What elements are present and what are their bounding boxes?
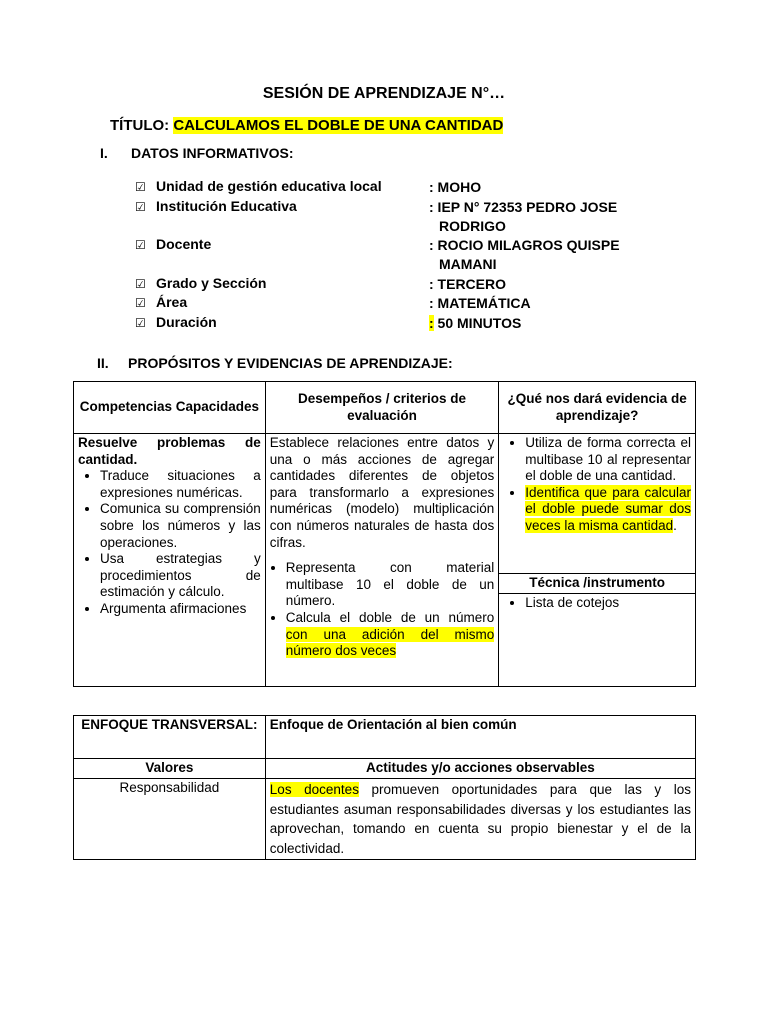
list-item: • Argumenta afirmaciones — [100, 601, 261, 618]
checkbox-checked-icon: ☑ — [135, 180, 146, 194]
table-row — [74, 434, 696, 574]
info-row-docente — [135, 236, 665, 275]
session-title: SESIÓN DE APRENDIZAJE N°… — [262, 85, 506, 102]
section-2-number: II. — [97, 355, 109, 371]
info-label: Docente — [156, 236, 212, 252]
list-item — [525, 485, 691, 535]
list-item: • Lista de cotejos — [525, 595, 691, 612]
checkbox-checked-icon: ☑ — [135, 238, 146, 252]
info-label: Institución Educativa — [156, 197, 297, 214]
actitud-highlight: Los docentes — [269, 782, 359, 797]
info-label: Área — [156, 294, 188, 310]
info-value: : IEP N° 72353 PEDRO JOSE — [429, 198, 618, 215]
actitud-text: promueven oportunidades para que las y los estudiantes asuman responsabilidades diversas y los estudiantes las aprovechan, tomando en cuenta su propio bienestar y el de la colectividad. — [269, 782, 692, 856]
evidencias-list — [503, 435, 691, 535]
info-row-area — [135, 294, 665, 314]
competencias-cell — [74, 434, 266, 687]
list-item: • Traduce situaciones a expresiones numéricas. — [100, 468, 261, 501]
actitudes-head: Actitudes y/o acciones observables — [265, 759, 695, 779]
table-header-row — [74, 382, 696, 434]
evidencia-cell — [499, 434, 696, 574]
competencia-title: Resuelve problemas de cantidad. — [78, 435, 261, 467]
info-value: : MATEMÁTICA — [429, 295, 531, 311]
info-value: : MOHO — [429, 179, 482, 195]
list-item: • Utiliza de forma correcta el multibase 10 al representar el doble de una cantidad. — [525, 435, 691, 485]
list-item — [286, 610, 495, 660]
info-value: : ROCIO MILAGROS QUISPE — [429, 237, 620, 253]
list-item: • Representa con material multibase 10 el doble de un número. — [286, 560, 495, 610]
evidencia-highlight: Identifica que para calcular el doble puede sumar dos veces la misma cantidad — [525, 484, 691, 533]
actitud-cell — [265, 779, 695, 860]
table-row — [74, 779, 696, 860]
valores-head: Valores — [74, 759, 266, 779]
titulo-text: CALCULAMOS EL DOBLE DE UNA CANTIDAD — [173, 117, 504, 134]
section-1-number: I. — [100, 145, 108, 161]
evidencia-end: . — [673, 517, 677, 533]
titulo-line — [110, 117, 503, 134]
checkbox-checked-icon: ☑ — [135, 199, 146, 214]
list-item: • Usa estrategias y procedimientos de estimación y cálculo. — [100, 551, 261, 601]
section-1-title: DATOS INFORMATIVOS: — [131, 145, 294, 161]
capacidades-list — [78, 468, 261, 617]
info-row-grado — [135, 275, 665, 295]
desempeno-text: Establece relaciones entre datos y una o más acciones de agregar cantidades diferentes de objetos para transformarlo a expresiones numéricas (modelo) multiplicación con números naturales de hasta dos cifras. — [269, 435, 495, 550]
col-head-evidencia: ¿Qué nos dará evidencia de aprendizaje? — [499, 382, 696, 434]
tecnica-list — [503, 595, 691, 612]
enfoque-head-right: Enfoque de Orientación al bien común — [265, 716, 695, 759]
criterios-list — [270, 560, 495, 660]
info-value-cont: RODRIGO — [439, 217, 506, 234]
enfoque-head-left: ENFOQUE TRANSVERSAL: — [74, 716, 266, 759]
titulo-label: TÍTULO: — [110, 117, 170, 134]
info-label: Duración — [156, 313, 217, 330]
info-value-cont: MAMANI — [439, 256, 497, 272]
criterio-text: Calcula el doble de un número — [285, 609, 495, 625]
tecnica-head: Técnica /instrumento — [499, 574, 696, 594]
section-1-heading — [100, 145, 294, 161]
tecnica-cell — [499, 593, 696, 686]
desempenos-cell — [265, 434, 499, 687]
checkbox-checked-icon: ☑ — [135, 296, 146, 310]
table-row — [74, 716, 696, 759]
datos-informativos-list — [135, 178, 665, 333]
list-item: • Comunica su comprensión sobre los números y las operaciones. — [100, 501, 261, 551]
criterio-highlight: con una adición del mismo número dos veces — [285, 626, 495, 659]
info-value: : TERCERO — [429, 275, 506, 292]
valor-cell: Responsabilidad — [74, 779, 266, 860]
enfoque-table — [73, 715, 696, 860]
checkbox-checked-icon: ☑ — [135, 315, 146, 330]
col-head-competencias: Competencias Capacidades — [74, 382, 266, 434]
propositos-table — [73, 381, 696, 687]
checkbox-checked-icon: ☑ — [135, 276, 146, 291]
table-row — [74, 759, 696, 779]
section-2-heading — [97, 355, 453, 371]
info-label: Grado y Sección — [156, 274, 267, 291]
info-row-institucion — [135, 198, 665, 237]
info-label: Unidad de gestión educativa local — [156, 178, 382, 194]
col-head-desempenos: Desempeños / criterios de evaluación — [265, 382, 499, 434]
info-row-ugel — [135, 178, 665, 198]
info-value: 50 MINUTOS — [433, 314, 522, 331]
section-2-title: PROPÓSITOS Y EVIDENCIAS DE APRENDIZAJE: — [128, 355, 453, 371]
info-row-duracion — [135, 314, 665, 334]
info-value-colon: : — [429, 314, 434, 331]
